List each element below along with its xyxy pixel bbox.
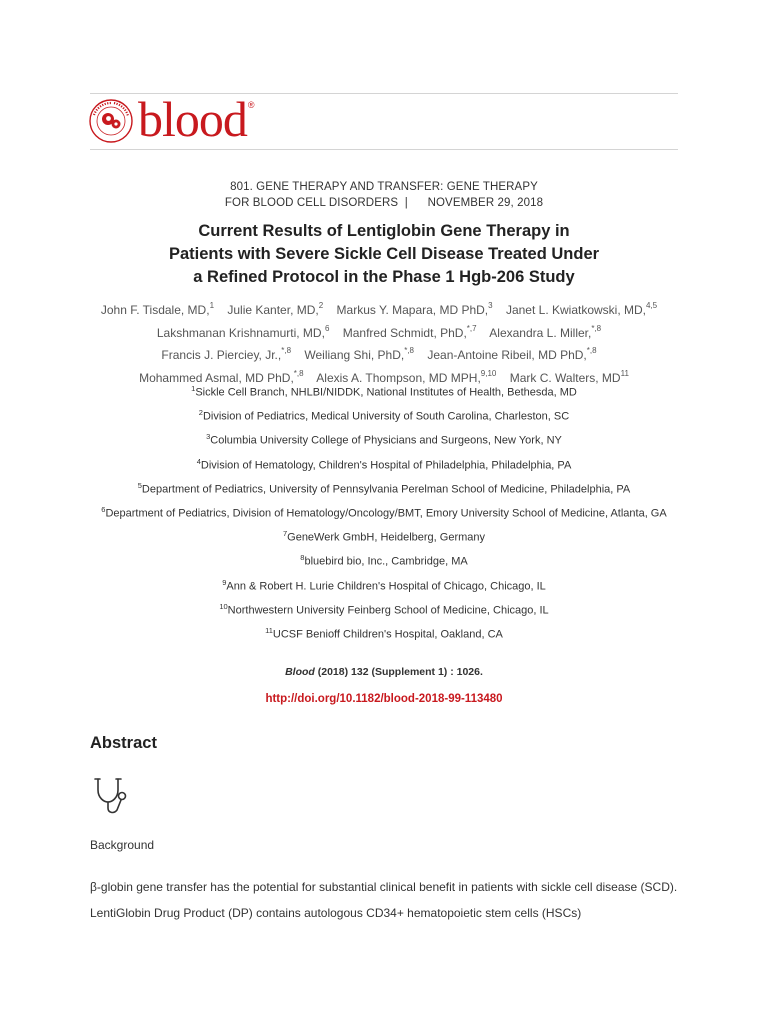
- author-name[interactable]: Mohammed Asmal, MD PhD,$^{*,8}$: [139, 368, 304, 385]
- article-title: [0, 220, 768, 289]
- author-name[interactable]: Alexis A. Thompson, MD MPH,$^{9,10}$: [316, 368, 497, 385]
- category-line-1: 801. GENE THERAPY AND TRANSFER: GENE THERAPY: [230, 181, 538, 193]
- article-category: [0, 179, 768, 211]
- affiliation: $^1$Sickle Cell Branch, NHLBI/NIDDK, National Institutes of Health, Bethesda, MD: [191, 384, 577, 399]
- logo-wordmark: blood: [138, 91, 247, 147]
- affiliation: $^{10}$Northwestern University Feinberg School of Medicine, Chicago, IL: [219, 601, 549, 617]
- author-name[interactable]: Lakshmanan Krishnamurti, MD,$^6$: [156, 323, 330, 340]
- blood-logo[interactable]: [88, 91, 255, 147]
- citation-details: (2018) 132 (Supplement 1) : 1026.: [314, 666, 483, 678]
- affiliation-list: [0, 384, 768, 650]
- section-label-background: Background: [90, 838, 155, 852]
- title-line-3: a Refined Protocol in the Phase 1 Hgb-206 Study: [193, 268, 575, 286]
- affiliation: $^9$Ann & Robert H. Lurie Children's Hospital of Chicago, Chicago, IL: [222, 577, 546, 593]
- author-name[interactable]: Mark C. Walters, MD$^{11}$: [509, 368, 629, 385]
- author-name[interactable]: Weiliang Shi, PhD,$^{*,8}$: [304, 346, 414, 362]
- ash-seal-icon: [88, 98, 134, 144]
- author-name[interactable]: John F. Tisdale, MD,$^1$: [100, 301, 215, 317]
- category-line-2: FOR BLOOD CELL DISORDERS | NOVEMBER 29, 2018: [224, 197, 544, 209]
- affiliation: $^6$Department of Pediatrics, Division of Hematology/Oncology/BMT, Emory University School of Medicine, Atlanta, GA: [101, 504, 667, 520]
- author-name[interactable]: Markus Y. Mapara, MD PhD,$^3$: [336, 301, 493, 317]
- doi-link[interactable]: http://doi.org/10.1182/blood-2018-99-113480: [265, 693, 503, 705]
- title-line-1: Current Results of Lentiglobin Gene Therapy in: [198, 222, 570, 240]
- author-name[interactable]: Jean-Antoine Ribeil, MD PhD,$^{*,8}$: [427, 346, 597, 362]
- affiliation: $^{11}$UCSF Benioff Children's Hospital, Oakland, CA: [265, 625, 503, 641]
- affiliation: $^3$Columbia University College of Physicians and Surgeons, New York, NY: [206, 432, 562, 448]
- author-name[interactable]: Janet L. Kwiatkowski, MD,$^{4,5}$: [505, 301, 658, 317]
- author-name[interactable]: Julie Kanter, MD,$^2$: [227, 301, 324, 317]
- author-name[interactable]: Francis J. Pierciey, Jr.,$^{*,8}$: [161, 346, 292, 362]
- stethoscope-icon: [92, 776, 130, 816]
- title-line-2: Patients with Severe Sickle Cell Disease Treated Under: [168, 245, 600, 263]
- abstract-body-text: β-globin gene transfer has the potential for substantial clinical benefit in patients with sickle cell disease (SCD). LentiGlobin Drug Product (DP) contains autologous CD34+ hematopoietic stem cells (HSCs): [90, 880, 678, 920]
- registered-mark: ®: [247, 100, 255, 110]
- header-divider: [90, 149, 678, 150]
- affiliation: $^8$bluebird bio, Inc., Cambridge, MA: [300, 553, 468, 568]
- journal-name: Blood: [285, 666, 315, 678]
- author-list: [100, 299, 668, 389]
- author-name[interactable]: Manfred Schmidt, PhD,$^{*,7}$: [342, 323, 477, 340]
- abstract-heading: Abstract: [90, 734, 157, 752]
- affiliation: $^4$Division of Hematology, Children's Hospital of Philadelphia, Philadelphia, PA: [196, 456, 572, 472]
- affiliation: $^5$Department of Pediatrics, University of Pennsylvania Perelman School of Medicine, Philadelphia, PA: [137, 480, 631, 496]
- affiliation: $^2$Division of Pediatrics, Medical University of South Carolina, Charleston, SC: [198, 408, 570, 423]
- author-name[interactable]: Alexandra L. Miller,$^{*,8}$: [489, 323, 602, 340]
- citation: [0, 666, 768, 678]
- affiliation: $^7$GeneWerk GmbH, Heidelberg, Germany: [282, 529, 486, 544]
